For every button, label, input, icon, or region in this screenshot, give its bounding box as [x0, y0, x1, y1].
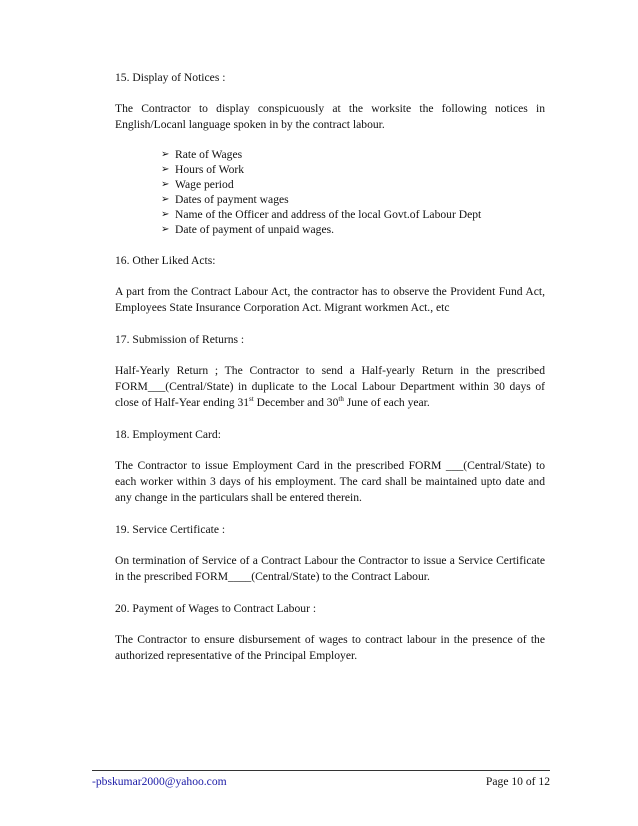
arrow-bullet-icon: ➢ — [161, 224, 170, 235]
section-15-heading: 15. Display of Notices : — [115, 71, 226, 84]
superscript-th: th — [338, 395, 344, 403]
section-16-heading: 16. Other Liked Acts: — [115, 254, 216, 267]
section-19-heading: 19. Service Certificate : — [115, 523, 226, 536]
arrow-bullet-icon: ➢ — [161, 179, 170, 190]
section-18-paragraph: The Contractor to issue Employment Card in the prescribed FORM ___(Central/State) to each worker within 3 days of his employment. The card shall be maintained upto date and any change in the particulars shall be entered therein. — [115, 459, 545, 504]
section-19-paragraph: On termination of Service of a Contract Labour the Contractor to issue a Service Certificate in the prescribed FORM____(Central/State) to the Contract Labour. — [115, 554, 545, 583]
section-15-paragraph: The Contractor to display conspicuously at the worksite the following notices in English/Locanl language spoken in by the contract labour. — [115, 102, 545, 131]
page-number: Page 10 of 12 — [485, 775, 550, 788]
arrow-bullet-icon: ➢ — [161, 194, 170, 205]
section-17-heading: 17. Submission of Returns : — [115, 333, 245, 346]
document-page — [115, 70, 545, 680]
list-item: ➢ Name of the Officer and address of the local Govt.of Labour Dept — [161, 208, 482, 221]
list-item: ➢ Wage period — [161, 178, 234, 191]
section-20-paragraph: The Contractor to ensure disbursement of wages to contract labour in the presence of the authorized representative of the Principal Employer. — [115, 633, 545, 662]
section-18-heading: 18. Employment Card: — [115, 428, 221, 441]
section-16-paragraph: A part from the Contract Labour Act, the contractor has to observe the Provident Fund Act, Employees State Insurance Corporation Act. Migrant workmen Act., etc — [115, 285, 545, 314]
footer-divider — [92, 770, 550, 771]
section-17-paragraph: Half-Yearly Return ; The Contractor to send a Half-yearly Return in the prescribed FORM___(Central/State) in duplicate to the Local Labour Department within 30 days of close of Half-Year ending 31st December and 30th June of each year. — [115, 364, 545, 409]
superscript-st: st — [249, 395, 254, 403]
list-item: ➢ Hours of Work — [161, 163, 245, 176]
arrow-bullet-icon: ➢ — [161, 209, 170, 220]
section-20-heading: 20. Payment of Wages to Contract Labour : — [115, 602, 317, 615]
arrow-bullet-icon: ➢ — [161, 164, 170, 175]
list-item: ➢ Rate of Wages — [161, 148, 243, 161]
list-item: ➢ Dates of payment wages — [161, 193, 289, 206]
list-item: ➢ Date of payment of unpaid wages. — [161, 223, 335, 236]
footer-email-link[interactable]: -pbskumar2000@yahoo.com — [92, 775, 227, 788]
notices-list — [115, 147, 545, 237]
arrow-bullet-icon: ➢ — [161, 149, 170, 160]
page-footer — [92, 774, 550, 792]
